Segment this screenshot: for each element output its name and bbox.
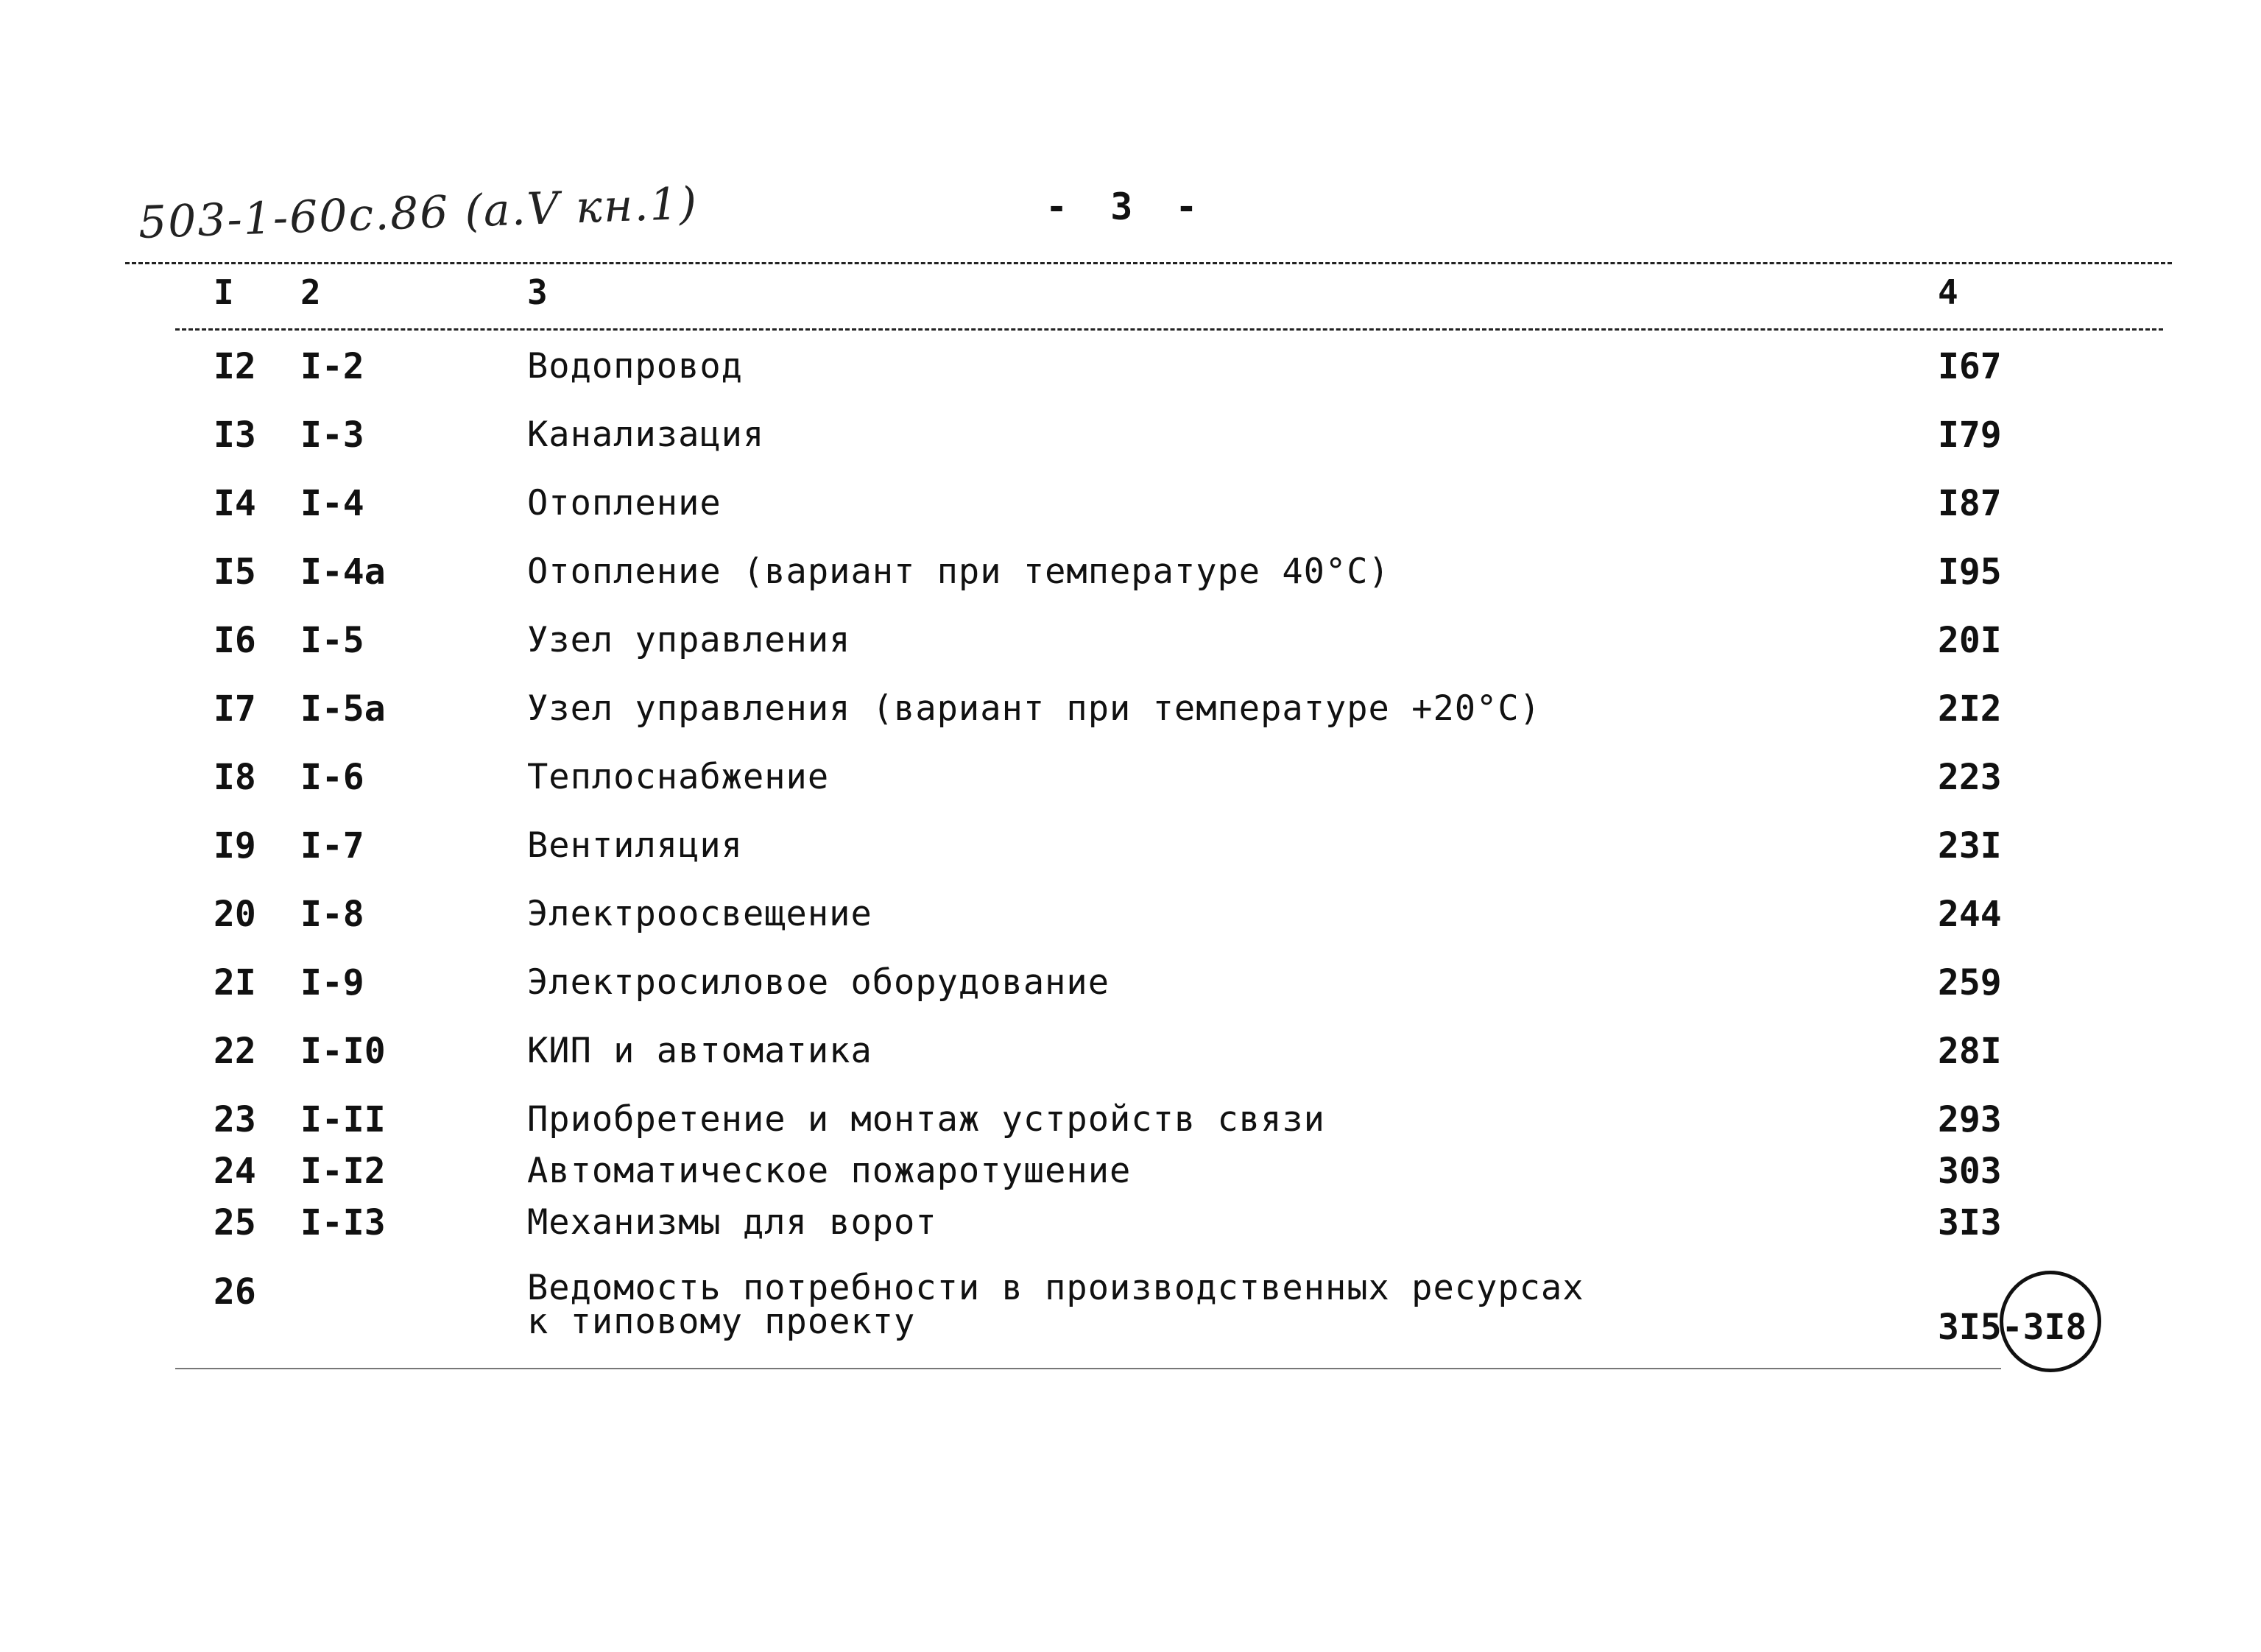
table-row [0,688,2261,733]
row-page: 2I2 [1938,688,2002,730]
row-page: 244 [1938,894,2002,935]
row-code: I-5 [300,620,364,661]
row-title: Автоматическое пожаротушение [527,1151,1132,1191]
row-page: 3I5-3I8 [1938,1307,2087,1348]
row-page: 3I3 [1938,1202,2002,1243]
row-title: Канализация [527,414,765,455]
row-code: I-9 [300,962,364,1003]
row-title: Отопление [527,483,722,523]
row-code: I-8 [300,894,364,935]
row-title [527,1268,1584,1342]
table-row [0,1268,2261,1348]
column-header-3: 3 [527,272,548,312]
table-row [0,1031,2261,1075]
row-title: Приобретение и монтаж устройств связи [527,1099,1325,1140]
row-page: 259 [1938,962,2002,1003]
table-row [0,825,2261,869]
row-number: 26 [214,1271,256,1313]
row-page: 23I [1938,825,2002,866]
row-code: I-5a [300,688,386,730]
table-row [0,1151,2261,1195]
row-title: Водопровод [527,346,743,386]
row-code: I-2 [300,346,364,387]
row-title-line-2: к типовому проекту [527,1302,916,1342]
row-code: I-I0 [300,1031,386,1072]
row-code: I-I2 [300,1151,386,1192]
row-title-line-1: Ведомость потребности в производственных ресурсах [527,1268,1584,1308]
row-number: I3 [214,414,256,456]
row-code: I-3 [300,414,364,456]
row-page: I95 [1938,551,2002,593]
row-title: Узел управления [527,620,851,660]
table-row [0,483,2261,527]
row-title: КИП и автоматика [527,1031,872,1071]
row-number: 25 [214,1202,256,1243]
row-title: Вентиляция [527,825,743,866]
row-number: 20 [214,894,256,935]
row-page: I79 [1938,414,2002,456]
table-row [0,757,2261,801]
row-title: Теплоснабжение [527,757,830,797]
hand-drawn-circle-mark [2000,1271,2101,1372]
row-number: 2I [214,962,256,1003]
table-row [0,1202,2261,1246]
bottom-divider [175,1368,2001,1369]
table-row [0,346,2261,390]
row-number: 24 [214,1151,256,1192]
row-number: I7 [214,688,256,730]
row-title: Отопление (вариант при температуре 40°С) [527,551,1390,592]
header-divider [175,328,2163,331]
handwritten-document-code: 503-1-60с.86 (а.V кн.1) [137,177,699,249]
row-code: I-II [300,1099,386,1140]
page-number: - 3 - [1045,186,1208,228]
table-row [0,414,2261,459]
row-code: I-4a [300,551,386,593]
table-row [0,1099,2261,1143]
row-code: I-7 [300,825,364,866]
row-number: 23 [214,1099,256,1140]
row-number: 22 [214,1031,256,1072]
row-code: I-I3 [300,1202,386,1243]
row-page: I67 [1938,346,2002,387]
row-number: I5 [214,551,256,593]
row-title: Электроосвещение [527,894,872,934]
row-page: I87 [1938,483,2002,524]
row-number: I9 [214,825,256,866]
row-title: Механизмы для ворот [527,1202,937,1243]
row-title: Узел управления (вариант при температуре +20°С) [527,688,1541,729]
table-row [0,551,2261,596]
row-number: I2 [214,346,256,387]
row-title: Электросиловое оборудование [527,962,1110,1003]
row-code: I-6 [300,757,364,798]
column-header-4: 4 [1938,272,1958,312]
row-code: I-4 [300,483,364,524]
row-page: 303 [1938,1151,2002,1192]
top-divider [125,262,2172,264]
row-page: 28I [1938,1031,2002,1072]
row-number: I6 [214,620,256,661]
row-page: 20I [1938,620,2002,661]
column-header-2: 2 [300,272,321,312]
table-row [0,620,2261,664]
table-row [0,894,2261,938]
table-header-row [0,272,2261,317]
row-page: 223 [1938,757,2002,798]
row-number: I4 [214,483,256,524]
table-row [0,962,2261,1006]
row-page: 293 [1938,1099,2002,1140]
row-number: I8 [214,757,256,798]
column-header-1: I [214,272,234,312]
